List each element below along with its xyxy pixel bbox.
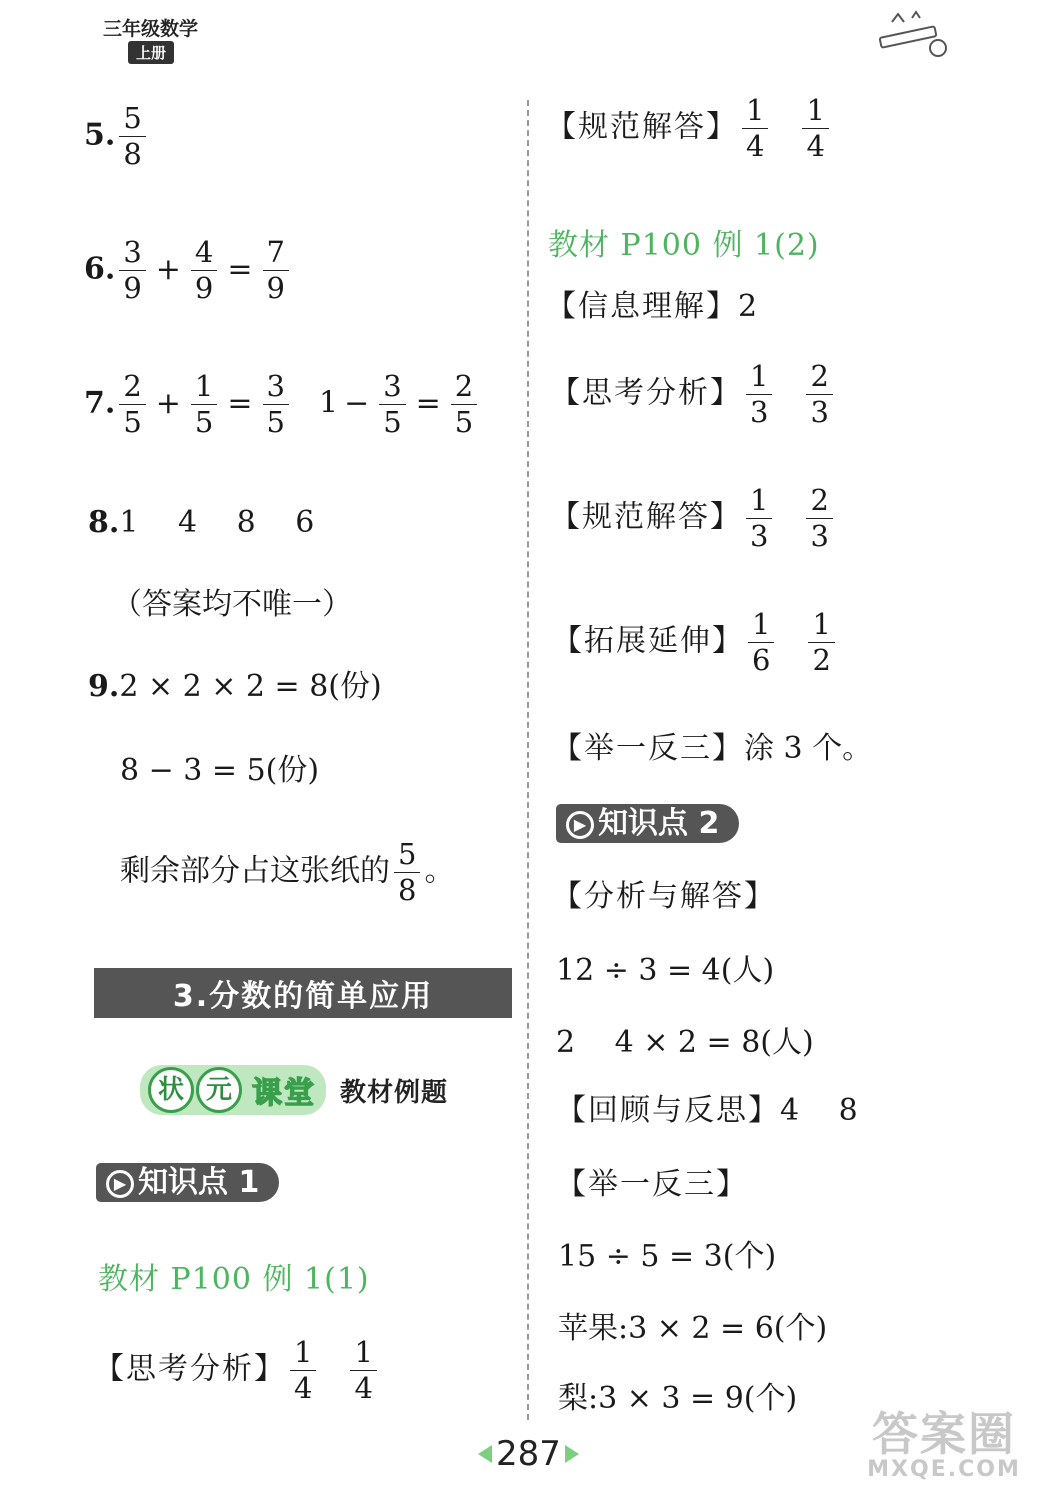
answer-5: 5. $\frac{5}{8}$	[84, 104, 150, 169]
section-heading: 3.分数的简单应用	[94, 968, 512, 1018]
practice-2: 【举一反三】	[556, 1167, 748, 1202]
answer-9-line2: 8 − 3 = 5(份)	[120, 753, 320, 788]
answer-9-line3: 剩余部分占这张纸的 $\frac{5}{8}$ 。	[120, 837, 455, 907]
answer-8: 8.1 4 8 6	[88, 505, 315, 540]
analysis-heading: 【分析与解答】	[552, 879, 776, 914]
column-divider	[527, 100, 529, 1420]
textbook-ref-2: 教材 P100 例 1(2)	[548, 228, 820, 263]
lesson-banner	[140, 1065, 448, 1115]
practice-1: 【举一反三】涂 3 个。	[552, 731, 873, 766]
watermark	[854, 1407, 1034, 1488]
review-reflect: 【回顾与反思】4 8	[556, 1093, 858, 1128]
answer-9-line1: 9.2 × 2 × 2 = 8(份)	[88, 669, 382, 704]
book-title: 三年级数学	[103, 18, 199, 40]
calc-line-4: 苹果:3 × 2 = 6(个)	[558, 1311, 828, 1346]
watermark-url: MXQE.COM	[867, 1457, 1021, 1482]
play-arrow-icon: ▶	[106, 1170, 134, 1198]
standard-answer-2: 【规范解答】 $\frac{1}{3}$ $\frac{2}{3}$	[550, 486, 837, 551]
banner-char-1: 状	[148, 1067, 194, 1113]
answer-6: 6. $\frac{3}{9}$ + $\frac{4}{9}$ = $\frac{7}{9}$	[84, 238, 293, 303]
think-analysis-2: 【思考分析】 $\frac{1}{3}$ $\frac{2}{3}$	[550, 362, 837, 427]
extension: 【拓展延伸】 $\frac{1}{6}$ $\frac{1}{2}$	[552, 610, 839, 675]
play-arrow-icon: ▶	[566, 811, 594, 839]
stationery-decoration-icon	[872, 8, 952, 60]
textbook-ref-1: 教材 P100 例 1(1)	[98, 1262, 370, 1297]
knowledge-point-1: ▶ 知识点 1	[96, 1163, 279, 1202]
knowledge-point-2: ▶ 知识点 2	[556, 804, 739, 843]
calc-line-1: 12 ÷ 3 = 4(人)	[556, 953, 775, 988]
standard-answer-1: 【规范解答】 $\frac{1}{4}$ $\frac{1}{4}$	[546, 96, 833, 161]
banner-char-2: 元	[196, 1067, 242, 1113]
left-arrow-icon	[478, 1445, 492, 1463]
info-understanding: 【信息理解】2	[546, 289, 758, 324]
calc-line-3: 15 ÷ 5 = 3(个)	[558, 1239, 777, 1274]
page-number: 287	[478, 1434, 579, 1474]
watermark-text: 答案圈	[872, 1407, 1016, 1461]
volume-badge: 上册	[128, 41, 174, 64]
answer-7: 7. $\frac{2}{5}$ + $\frac{1}{5}$ = $\frac{3}{5}$ 1 − $\frac{3}{5}$ = $\frac{2}{5}$	[84, 372, 481, 437]
right-arrow-icon	[565, 1445, 579, 1463]
calc-line-5: 梨:3 × 3 = 9(个)	[558, 1381, 798, 1416]
banner-subtitle: 教材例题	[340, 1077, 449, 1108]
banner-ketang: 课堂	[252, 1076, 316, 1111]
answer-8-note: （答案均不唯一）	[112, 587, 352, 622]
think-analysis-1: 【思考分析】 $\frac{1}{4}$ $\frac{1}{4}$	[94, 1338, 381, 1403]
banner-pill	[140, 1065, 326, 1115]
calc-line-2: 2 4 × 2 = 8(人)	[556, 1025, 814, 1060]
